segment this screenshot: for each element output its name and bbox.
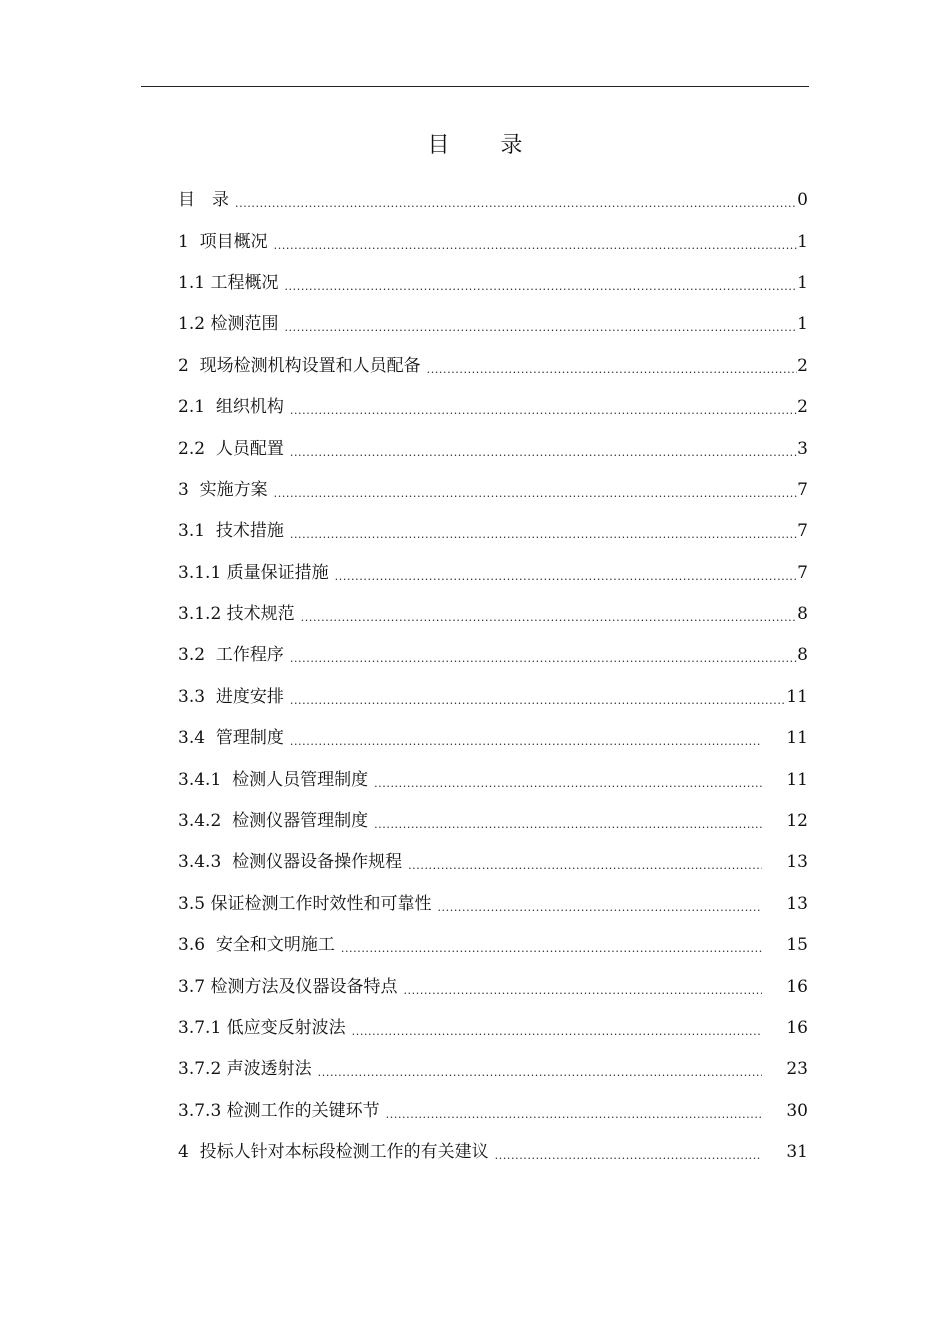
toc-entry-page-number: 31 bbox=[786, 1142, 808, 1163]
toc-entry-label: 1.1 工程概况 bbox=[178, 272, 279, 293]
toc-entry-label: 1 项目概况 bbox=[178, 231, 268, 252]
toc-entry[interactable] bbox=[178, 346, 808, 387]
toc-entry-label: 2 现场检测机构设置和人员配备 bbox=[178, 355, 421, 376]
toc-dot-leader bbox=[284, 322, 797, 333]
toc-entry[interactable] bbox=[178, 470, 808, 511]
toc-entry[interactable] bbox=[178, 387, 808, 428]
toc-entry[interactable] bbox=[178, 511, 808, 552]
toc-entry-page-number: 11 bbox=[786, 728, 808, 749]
toc-entry-page-number: 7 bbox=[797, 562, 808, 583]
toc-entry-page-number: 13 bbox=[786, 893, 808, 914]
toc-dot-leader bbox=[374, 778, 762, 789]
toc-entry-page-number: 16 bbox=[786, 976, 808, 997]
toc-entry[interactable] bbox=[178, 1049, 808, 1090]
toc-entry-label: 3.4.3 检测仪器设备操作规程 bbox=[178, 852, 403, 873]
toc-dot-leader bbox=[427, 364, 798, 375]
toc-entry-page-number: 0 bbox=[797, 190, 808, 211]
toc-entry-page-number: 12 bbox=[786, 811, 808, 832]
toc-entry[interactable] bbox=[178, 966, 808, 1007]
toc-dot-leader bbox=[403, 985, 762, 996]
toc-entry-page-number: 8 bbox=[797, 645, 808, 666]
toc-entry-label: 2.2 人员配置 bbox=[178, 438, 284, 459]
toc-entry-label: 3.4.2 检测仪器管理制度 bbox=[178, 811, 369, 832]
toc-entry[interactable] bbox=[178, 221, 808, 262]
toc-dot-leader bbox=[290, 405, 797, 416]
toc-entry-page-number: 2 bbox=[797, 397, 808, 418]
toc-entry-label: 3.1.1 质量保证措施 bbox=[178, 562, 329, 583]
toc-dot-leader bbox=[290, 736, 763, 747]
toc-entry-page-number: 23 bbox=[786, 1059, 808, 1080]
toc-entry-label: 3.7.1 低应变反射波法 bbox=[178, 1018, 346, 1038]
toc-entry[interactable] bbox=[178, 842, 808, 883]
toc-entry[interactable] bbox=[178, 428, 808, 469]
toc-entry[interactable] bbox=[178, 635, 808, 676]
toc-entry-page-number: 7 bbox=[797, 521, 808, 542]
toc-dot-leader bbox=[274, 240, 798, 251]
toc-dot-leader bbox=[290, 529, 797, 540]
toc-entry-label: 3.5 保证检测工作时效性和可靠性 bbox=[178, 893, 432, 914]
toc-entry[interactable] bbox=[178, 759, 808, 800]
toc-entry-label: 3.7 检测方法及仪器设备特点 bbox=[178, 976, 398, 997]
toc-entry[interactable] bbox=[178, 1091, 808, 1132]
toc-entry-page-number: 11 bbox=[786, 686, 808, 707]
toc-dot-leader bbox=[495, 1150, 763, 1161]
toc-entry-label: 3.2 工作程序 bbox=[178, 645, 284, 666]
toc-dot-leader bbox=[335, 571, 798, 582]
toc-entry-label: 3.1 技术措施 bbox=[178, 521, 284, 542]
header-rule bbox=[141, 86, 809, 87]
toc-dot-leader bbox=[386, 1109, 763, 1120]
toc-entry-page-number: 2 bbox=[797, 355, 808, 376]
toc-dot-leader bbox=[290, 447, 797, 458]
toc-entry[interactable] bbox=[178, 553, 808, 594]
toc-entry-page-number: 8 bbox=[797, 604, 808, 625]
toc-entry[interactable] bbox=[178, 801, 808, 842]
toc-dot-leader bbox=[274, 488, 798, 499]
toc-entry-label: 目 录 bbox=[178, 190, 229, 211]
toc-entry-label: 1.2 检测范围 bbox=[178, 314, 279, 335]
toc-entry[interactable] bbox=[178, 1008, 808, 1049]
toc-entry[interactable] bbox=[178, 884, 808, 925]
toc-entry-label: 2.1 组织机构 bbox=[178, 397, 284, 418]
toc-entry-page-number: 16 bbox=[786, 1018, 808, 1038]
toc-entry[interactable] bbox=[178, 304, 808, 345]
toc-dot-leader bbox=[318, 1067, 763, 1078]
toc-entry-page-number: 7 bbox=[797, 479, 808, 500]
toc-entry-label: 4 投标人针对本标段检测工作的有关建议 bbox=[178, 1142, 489, 1163]
toc-entry[interactable] bbox=[178, 677, 808, 718]
toc-dot-leader bbox=[437, 902, 762, 913]
toc-entry[interactable] bbox=[178, 263, 808, 304]
table-of-contents bbox=[178, 180, 808, 1173]
toc-dot-leader bbox=[352, 1026, 763, 1037]
toc-entry[interactable] bbox=[178, 594, 808, 635]
toc-entry-page-number: 13 bbox=[786, 852, 808, 873]
toc-entry-label: 3 实施方案 bbox=[178, 479, 268, 500]
toc-entry-label: 3.3 进度安排 bbox=[178, 686, 284, 707]
toc-dot-leader bbox=[341, 943, 763, 954]
toc-entry-page-number: 15 bbox=[786, 935, 808, 956]
toc-entry-label: 3.7.3 检测工作的关键环节 bbox=[178, 1100, 380, 1121]
toc-dot-leader bbox=[374, 819, 762, 830]
toc-entry-page-number: 11 bbox=[786, 769, 808, 790]
toc-dot-leader bbox=[235, 198, 797, 209]
toc-dot-leader bbox=[284, 281, 797, 292]
toc-entry-label: 3.4.1 检测人员管理制度 bbox=[178, 769, 369, 790]
toc-entry-page-number: 1 bbox=[797, 314, 808, 335]
toc-entry-page-number: 3 bbox=[797, 438, 808, 459]
toc-entry[interactable] bbox=[178, 925, 808, 966]
toc-dot-leader bbox=[290, 653, 797, 664]
toc-entry-label: 3.1.2 技术规范 bbox=[178, 604, 295, 625]
toc-entry-page-number: 1 bbox=[797, 272, 808, 293]
toc-entry-label: 3.4 管理制度 bbox=[178, 728, 284, 749]
toc-dot-leader bbox=[290, 695, 787, 706]
toc-entry-label: 3.7.2 声波透射法 bbox=[178, 1059, 312, 1080]
page-title: 目 录 bbox=[427, 133, 545, 158]
toc-entry-page-number: 30 bbox=[786, 1100, 808, 1121]
toc-entry[interactable] bbox=[178, 1132, 808, 1173]
toc-entry-label: 3.6 安全和文明施工 bbox=[178, 935, 335, 956]
toc-dot-leader bbox=[301, 612, 798, 623]
toc-entry[interactable] bbox=[178, 718, 808, 759]
toc-entry[interactable] bbox=[178, 180, 808, 221]
toc-entry-page-number: 1 bbox=[797, 231, 808, 252]
toc-dot-leader bbox=[408, 860, 762, 871]
